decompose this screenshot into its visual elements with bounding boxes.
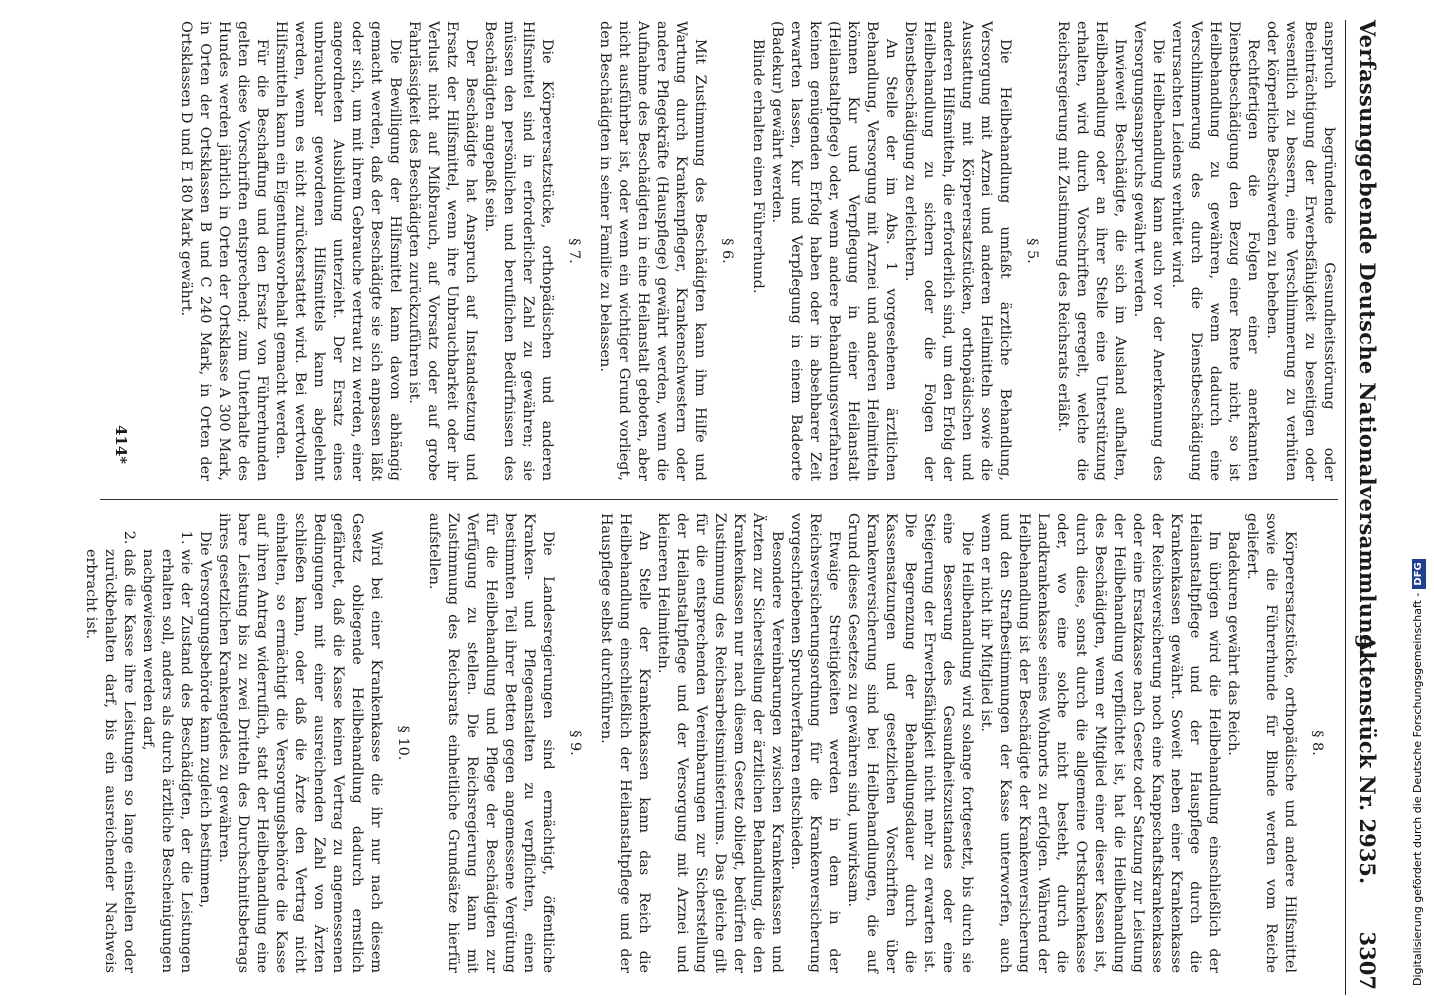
section-heading-8: § 8.: [1309, 730, 1325, 756]
paragraph: Die Versorgungsbehörde kann zugleich bestimmen,: [197, 531, 213, 909]
paragraph: An Stelle der Krankenkassen kann das Reich die Heilbehandlung einschließlich der Heilanstaltpflege und der Hauspflege selbst durchführen.: [598, 513, 652, 973]
numbered-list: [81, 513, 195, 973]
paragraph: Der Beschädigte hat Anspruch auf Instandsetzung und Ersatz der Hilfsmittel, wenn ihre Unbrauchbarkeit oder ihr Verlust nicht auf Mißbrauch, auf Vorsatz oder auf grobe Fahrlässigkeit des Beschädigten zurückzuführen ist.: [406, 21, 479, 481]
list-item: 1. wie der Zustand des Beschädigten, der die Leistungen erhalten soll, anders als durch ärztliche Bescheinigungen nachgewiesen werden darf,: [138, 549, 195, 973]
section-heading-7: § 7.: [566, 238, 582, 264]
header-document-number: Aktenstück Nr. 2935.: [1355, 634, 1380, 885]
page-header: [1352, 20, 1380, 990]
paragraph: Die Bewilligung der Hilfsmittel kann davon abhängig gemacht werden, daß der Beschädigte sie sich anpassen läßt oder sich, um mit ihrem Gebrauche vertraut zu werden, einer angeordneten Ausbildung unterzieht. Der Ersatz eines unbrauchbar gewordenen Hilfsmittels kann abgelehnt werden, wenn es nicht zurückerstattet wird. Bei wertvollen Hilfsmitteln kann ein Eigentumsvorbehalt gemacht werden.: [273, 21, 403, 481]
paragraph: Die Heilbehandlung kann auch vor der Anerkennung des Versorgungsanspruchs gewährt werden.: [1131, 21, 1166, 481]
header-title: Verfassunggebende Deutsche Nationalversammlung.: [1355, 20, 1380, 657]
header-page-number: 3307: [1355, 931, 1380, 990]
paragraph: Besondere Vereinbarungen zwischen Krankenkassen und Ärzten zur Sicherstellung der ärztlichen Behandlung, die den Krankenkassen nur nach diesem Gesetz obliegt, bedürfen der Zustimmung des Reichsarbeitsministeriums. Das gleiche gilt für die entsprechenden Vereinbarungen zur Sicherstellung der Heilanstaltpflege und der Versorgung mit Arznei und kleineren Heilmitteln.: [655, 513, 785, 973]
section-heading-9: § 9.: [567, 730, 583, 756]
list-item: 2. daß die Kasse ihre Leistungen so lange einstellen oder zurückbehalten darf, bis ein ausreichender Nachweis erbracht ist.: [81, 549, 138, 973]
paragraph: Inwieweit Beschädigte, die sich im Ausland aufhalten, Heilbehandlung oder an ihrer Stelle eine Unterstützung erhalten, wird durch Vorschriften geregelt, welche die Reichsregierung mit Zustimmung des Reichsrats erläßt.: [1055, 21, 1128, 481]
section-heading-6: § 6.: [719, 238, 735, 264]
digitization-footer: [1408, 0, 1428, 1000]
paragraph: Die Heilbehandlung umfaßt ärztliche Behandlung, Versorgung mit Arznei und anderen Heilmitteln sowie die Ausstattung mit Körperersatzstücken, orthopädischen und anderen Hilfsmitteln, die erforderlich sind, um den Erfolg der Heilbehandlung zu sichern oder die Folgen der Dienstbeschädigung zu erleichtern.: [902, 21, 1013, 481]
bottom-page-number: 414*: [112, 425, 130, 465]
paragraph: anspruch begründende Gesundheitsstörung oder Beeinträchtigung der Erwerbsfähigkeit zu beseitigen oder wesentlich zu bessern, eine Verschlimmerung zu verhüten oder körperliche Beschwerden zu beheben.: [1264, 21, 1337, 481]
column-divider: [100, 499, 1338, 500]
dfg-logo: DFG: [1412, 559, 1426, 588]
paragraph: Mit Zustimmung des Beschädigten kann ihm Hilfe und Wartung durch Krankenpfleger, Krankenschwestern oder andere Pflegekräfte (Hauspflege) gewährt werden, wenn die Aufnahme des Beschädigten in eine Heilanstalt geboten, aber nicht ausführbar ist, oder wenn ein wichtiger Grund vorliegt, den Beschädigten in seiner Familie zu belassen.: [597, 21, 708, 481]
header-right: [1355, 595, 1380, 990]
paragraph: Wird bei einer Krankenkasse die ihr nur nach diesem Gesetz obliegende Heilbehandlung dadurch ernstlich gefährdet, daß die Kasse keinen Vertrag zu angemessenen Bedingungen mit einer ausreichenden Zahl von Ärzten schließen kann, oder daß die Ärzte den Vertrag nicht einhalten, so ermächtigt die Versorgungsbehörde die Kasse auf ihren Antrag widerruflich, statt der Heilbehandlung eine bare Leistung bis zu zwei Dritteln des Durchschnittsbetrags ihres gesetzlichen Krankengeldes zu gewähren.: [216, 513, 384, 973]
paragraph: Etwaige Streitigkeiten werden in dem in der Reichsversicherungsordnung für die Krankenversicherung vorgeschriebenen Spruchverfahren entschieden.: [788, 513, 842, 973]
paragraph: Die Körperersatzstücke, orthopädischen und anderen Hilfsmittel sind in erforderlicher Zahl zu gewähren; sie müssen den persönlichen und beruflichen Bedürfnissen des Beschädigten angepaßt sein.: [482, 21, 555, 481]
section-heading-5: § 5.: [1024, 238, 1040, 264]
paragraph: Für die Beschaffung und den Ersatz von Führerhunden gelten diese Vorschriften entsprechend; zum Unterhalte des Hundes werden jährlich in Orten der Ortsklasse A 300 Mark, in Orten der Ortsklassen B und C 240 Mark, in Orten der Ortsklassen D und E 180 Mark gewährt.: [178, 21, 270, 481]
paragraph: Blinde erhalten einen Führerhund.: [750, 39, 766, 294]
paragraph: An Stelle der im Abs. 1 vorgesehenen ärztlichen Behandlung, Versorgung mit Arznei und anderen Heilmitteln können Kur und Verpflegung in einer Heilanstalt (Heilanstaltpflege) oder, wenn andere Behandlungsverfahren keinen genügenden Erfolg haben oder in absehbarer Zeit erwarten lassen, Kur und Verpflegung in einem Badeorte (Badekur) gewährt werden.: [769, 21, 899, 481]
header-rule: [1345, 20, 1346, 995]
footer-text: Digitalisierung gefördert durch die Deutsche Forschungsgemeinschaft -: [1411, 592, 1424, 986]
paragraph: Körperersatzstücke, orthopädische und andere Hilfsmittel sowie die Führerhunde für Blinde werden vom Reiche geliefert.: [1244, 513, 1298, 973]
paragraph: Rechtfertigen die Folgen einer anerkannten Dienstbeschädigung den Bezug einer Rente nicht, so ist Heilbehandlung zu gewähren, wenn dadurch eine Verschlimmerung des durch die Dienstbeschädigung verursachten Leidens verhütet wird.: [1169, 21, 1261, 481]
left-column: [176, 21, 1338, 481]
paragraph: Badekuren gewährt das Reich.: [1225, 531, 1241, 756]
paragraph: Im übrigen wird die Heilbehandlung einschließlich der Heilanstaltpflege und der Hauspflege durch die Krankenkassen gewährt. Soweit neben einer Krankenkasse der Reichsversicherung noch eine Knappschaftskrankenkasse oder eine Ersatzkasse nach Gesetz oder Satzung zur Leistung der Heilbehandlung verpflichtet ist, hat die Heilbehandlung des Beschädigten, wenn er Mitglied einer dieser Kassen ist, durch diese, sonst durch die allgemeine Ortskrankenkasse oder, wo eine solche nicht besteht, durch die Landkrankenkasse seines Wohnorts zu erfolgen. Während der Heilbehandlung ist der Beschädigte der Krankenversicherung und den Strafbestimmungen der Kasse unterworfen, auch wenn er nicht ihr Mitglied ist.: [978, 513, 1222, 973]
paragraph: Die Landesregierungen sind ermächtigt, öffentliche Kranken- und Pflegeanstalten zu verpflichten, einen bestimmten Teil ihrer Betten gegen angemessene Vergütung für die Heilbehandlung und Pflege der Beschädigten zur Verfügung zu stellen. Die Reichsregierung kann mit Zustimmung des Reichsrats einheitliche Grundsätze hierfür aufstellen.: [426, 513, 556, 973]
document-page: [0, 5, 1380, 995]
paragraph: Die Heilbehandlung wird solange fortgesetzt, bis durch sie eine Besserung des Gesundheitszustandes oder eine Steigerung der Erwerbsfähigkeit nicht mehr zu erwarten ist. Die Begrenzung der Behandlungsdauer durch die Kassensatzungen und gesetzlichen Vorschriften über Krankenversicherung sind bei Heilbehandlungen, die auf Grund dieses Gesetzes zu gewähren sind, unwirksam.: [845, 513, 975, 973]
section-heading-10: § 10.: [395, 725, 411, 761]
right-column: [81, 513, 1338, 973]
